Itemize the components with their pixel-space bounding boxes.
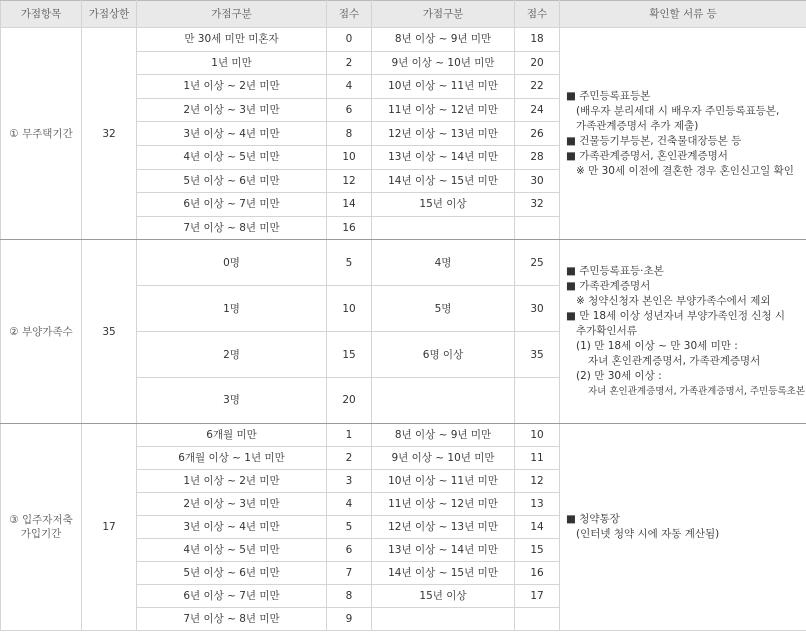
category-cell [372,378,515,424]
score-cell: 22 [515,75,560,99]
category-cell: 12년 이상 ~ 13년 미만 [372,515,515,538]
category-cell: 15년 이상 [372,584,515,607]
category-cell: 3년 이상 ~ 4년 미만 [137,515,327,538]
score-cell: 4 [327,492,372,515]
category-cell: 6개월 이상 ~ 1년 미만 [137,446,327,469]
score-cell: 16 [515,561,560,584]
category-cell: 2년 이상 ~ 3년 미만 [137,492,327,515]
score-cell: 30 [515,169,560,193]
score-cell: 5 [327,240,372,286]
score-cell: 24 [515,98,560,122]
doc-line: ■ 청약통장 [566,512,620,525]
category-cell: 5명 [372,286,515,332]
category-cell: 4년 이상 ~ 5년 미만 [137,145,327,169]
score-cell: 15 [515,538,560,561]
doc-line: (2) 만 30세 이상 : [576,370,662,383]
category-cell: 5년 이상 ~ 6년 미만 [137,169,327,193]
table-row [1,240,806,286]
score-cell: 30 [515,286,560,332]
section-max-dependents: 35 [82,240,137,424]
score-cell: 2 [327,446,372,469]
category-cell: 11년 이상 ~ 12년 미만 [372,492,515,515]
category-cell: 1년 미만 [137,51,327,75]
score-cell: 16 [327,216,372,240]
category-cell: 3년 이상 ~ 4년 미만 [137,122,327,146]
category-cell: 6년 이상 ~ 7년 미만 [137,584,327,607]
doc-line: ■ 가족관계증명서 [566,280,651,293]
category-cell: 3명 [137,378,327,424]
doc-line: (인터넷 청약 시에 자동 계산됨) [576,527,720,540]
category-cell: 7년 이상 ~ 8년 미만 [137,216,327,240]
doc-line: (1) 만 18세 이상 ~ 만 30세 미만 : [576,340,738,353]
header-score-2: 점수 [515,1,560,28]
section-item-savings-line2: 가입기간 [20,527,62,540]
header-row [1,1,806,28]
score-cell: 20 [515,51,560,75]
header-score-1: 점수 [327,1,372,28]
category-cell: 0명 [137,240,327,286]
score-cell: 6 [327,538,372,561]
section-max-homeless: 32 [82,28,137,240]
category-cell: 8년 이상 ~ 9년 미만 [372,423,515,446]
doc-line: ■ 주민등록표등·초본 [566,265,664,278]
score-cell: 3 [327,469,372,492]
section-max-savings: 17 [82,423,137,630]
category-cell: 12년 이상 ~ 13년 미만 [372,122,515,146]
category-cell: 1년 이상 ~ 2년 미만 [137,75,327,99]
score-cell: 8 [327,584,372,607]
category-cell: 9년 이상 ~ 10년 미만 [372,446,515,469]
category-cell: 8년 이상 ~ 9년 미만 [372,28,515,52]
score-cell: 26 [515,122,560,146]
category-cell: 만 30세 미만 미혼자 [137,28,327,52]
doc-line: 가족관계증명서 추가 제출) [576,119,699,132]
score-cell [515,607,560,630]
score-cell: 10 [327,145,372,169]
doc-line: ■ 가족관계증명서, 혼인관계증명서 [566,149,728,162]
documents-savings [560,423,806,630]
doc-line: ※ 만 30세 이전에 결혼한 경우 혼인신고일 확인 [576,164,794,177]
category-cell: 13년 이상 ~ 14년 미만 [372,145,515,169]
category-cell [372,607,515,630]
score-cell: 12 [515,469,560,492]
score-cell: 9 [327,607,372,630]
table-row [1,28,806,52]
category-cell: 6명 이상 [372,332,515,378]
score-cell: 0 [327,28,372,52]
category-cell: 5년 이상 ~ 6년 미만 [137,561,327,584]
category-cell: 14년 이상 ~ 15년 미만 [372,169,515,193]
score-cell: 4 [327,75,372,99]
category-cell: 4년 이상 ~ 5년 미만 [137,538,327,561]
score-cell: 18 [515,28,560,52]
section-item-homeless: ① 무주택기간 [1,28,82,240]
doc-line: ■ 만 18세 이상 성년자녀 부양가족인정 신청 시 [566,310,786,323]
doc-line: ※ 청약신청자 본인은 부양가족수에서 제외 [576,295,771,308]
score-cell: 10 [327,286,372,332]
score-cell: 7 [327,561,372,584]
category-cell: 13년 이상 ~ 14년 미만 [372,538,515,561]
score-cell: 8 [327,122,372,146]
score-cell: 14 [515,515,560,538]
documents-dependents [560,240,806,424]
category-cell: 9년 이상 ~ 10년 미만 [372,51,515,75]
category-cell: 11년 이상 ~ 12년 미만 [372,98,515,122]
category-cell: 2명 [137,332,327,378]
category-cell: 2년 이상 ~ 3년 미만 [137,98,327,122]
score-cell: 12 [327,169,372,193]
score-cell: 32 [515,193,560,217]
score-cell [515,378,560,424]
header-item: 가점항목 [1,1,82,28]
section-item-savings-line1: ③ 입주자저축 [9,513,73,526]
header-category-2: 가점구분 [372,1,515,28]
score-cell: 6 [327,98,372,122]
section-item-savings [1,423,82,630]
category-cell: 4명 [372,240,515,286]
category-cell: 10년 이상 ~ 11년 미만 [372,469,515,492]
category-cell: 1명 [137,286,327,332]
doc-line: ■ 건물등기부등본, 건축물대장등본 등 [566,134,742,147]
score-cell: 15 [327,332,372,378]
score-cell: 20 [327,378,372,424]
score-cell: 25 [515,240,560,286]
doc-line: ■ 주민등록표등본 [566,89,651,102]
doc-line: 추가확인서류 [576,325,637,338]
category-cell: 6년 이상 ~ 7년 미만 [137,193,327,217]
score-cell: 1 [327,423,372,446]
doc-line: 자녀 혼인관계증명서, 가족관계증명서 [588,355,761,368]
category-cell: 1년 이상 ~ 2년 미만 [137,469,327,492]
category-cell [372,216,515,240]
score-cell: 5 [327,515,372,538]
documents-homeless [560,28,806,240]
category-cell: 15년 이상 [372,193,515,217]
score-cell: 14 [327,193,372,217]
score-cell: 35 [515,332,560,378]
header-category-1: 가점구분 [137,1,327,28]
score-cell: 11 [515,446,560,469]
doc-line: (배우자 분리세대 시 배우자 주민등록표등본, [576,104,780,117]
category-cell: 10년 이상 ~ 11년 미만 [372,75,515,99]
score-cell: 17 [515,584,560,607]
doc-line: 자녀 혼인관계증명서, 가족관계증명서, 주민등록초본 [588,386,805,398]
score-cell [515,216,560,240]
score-cell: 10 [515,423,560,446]
section-item-dependents: ② 부양가족수 [1,240,82,424]
score-cell: 28 [515,145,560,169]
table-row [1,423,806,446]
header-max: 가점상한 [82,1,137,28]
category-cell: 7년 이상 ~ 8년 미만 [137,607,327,630]
category-cell: 6개월 미만 [137,423,327,446]
score-cell: 2 [327,51,372,75]
score-cell: 13 [515,492,560,515]
category-cell: 14년 이상 ~ 15년 미만 [372,561,515,584]
header-documents: 확인할 서류 등 [560,1,806,28]
